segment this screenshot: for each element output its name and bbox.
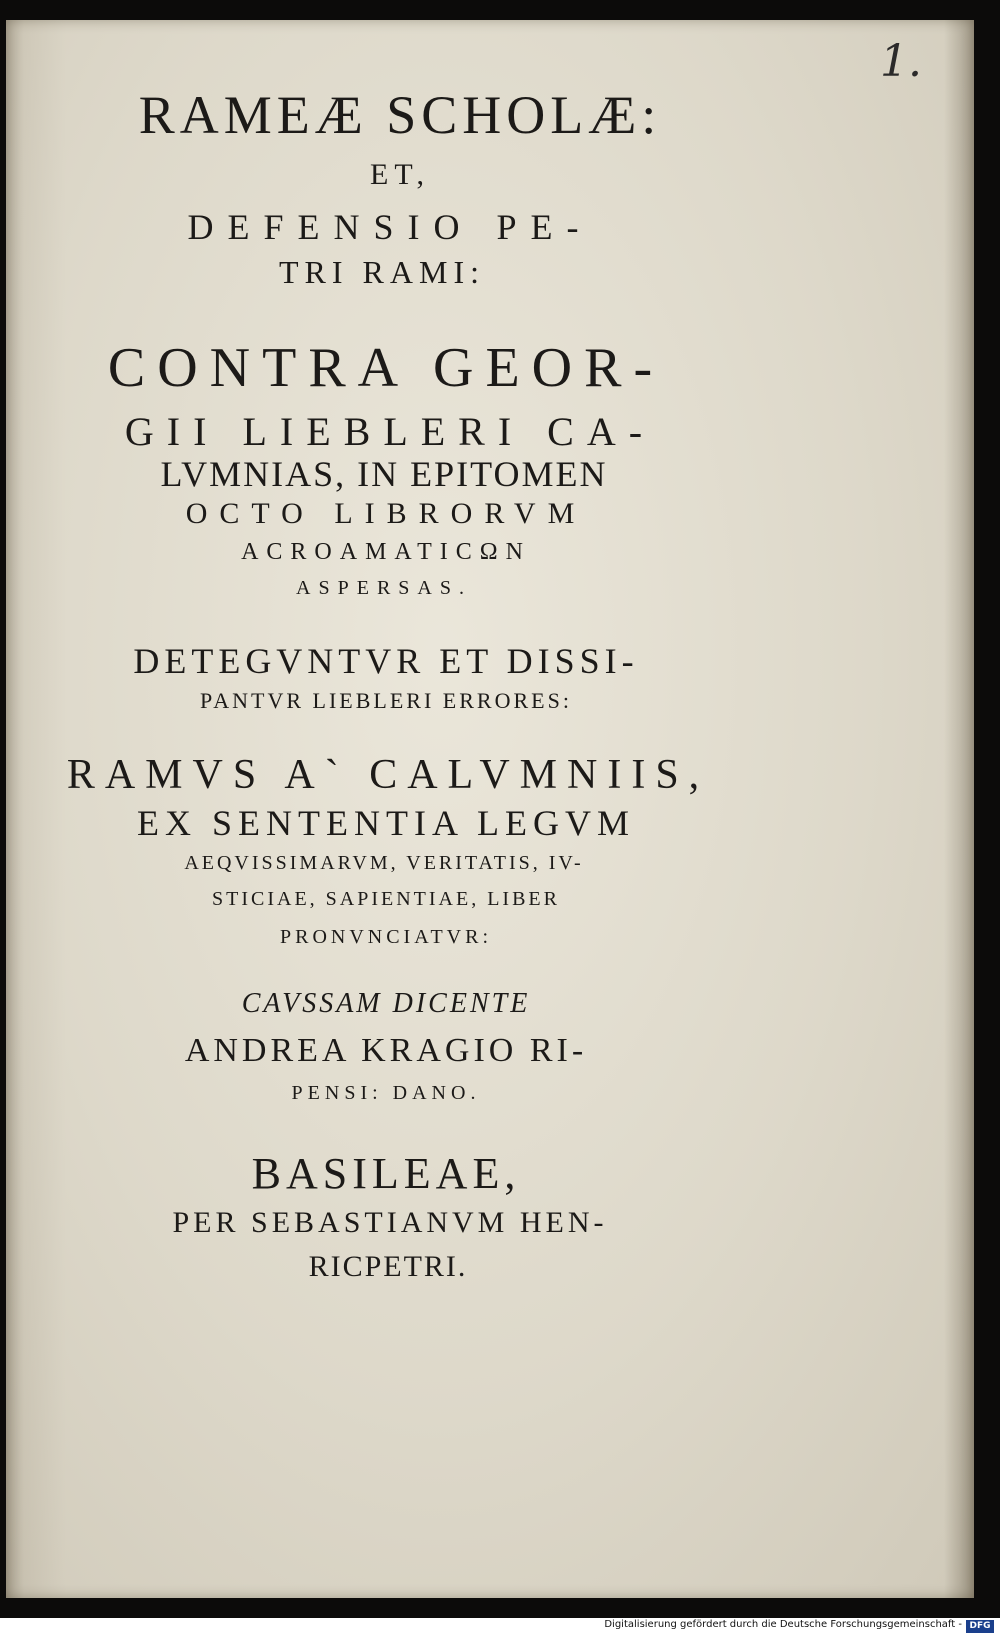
place-line: BASILEAE, xyxy=(251,1149,521,1198)
contra-line-1: CONTRA GEOR- xyxy=(107,337,665,399)
printer-line-1: PER SEBASTIANVM HEN- xyxy=(172,1206,608,1239)
title-line-2: ET, xyxy=(370,158,430,191)
ramvs-line-3: AEQVISSIMARVM, VERITATIS, IV- xyxy=(184,852,584,874)
title-line-3: DEFENSIO PE- xyxy=(187,207,593,247)
detegvntvr-line-2: PANTVR LIEBLERI ERRORES: xyxy=(200,688,572,713)
printer-line-2: RICPETRI. xyxy=(308,1250,468,1283)
contra-line-3: LVMNIAS, IN EPITOMEN xyxy=(160,454,608,494)
author-line-2: PENSI: DANO. xyxy=(291,1082,481,1104)
author-line-1: ANDREA KRAGIO RI- xyxy=(184,1032,588,1069)
ramvs-line-2: EX SENTENTIA LEGVM xyxy=(137,803,635,843)
ramvs-line-4: STICIAE, SAPIENTIAE, LIBER xyxy=(212,888,560,910)
dfg-logo: DFG xyxy=(966,1620,994,1633)
contra-line-2: GII LIEBLERI CA- xyxy=(124,409,656,454)
contra-line-5: ACROAMATICΩN xyxy=(241,539,531,565)
title-line-4: TRI RAMI: xyxy=(279,254,485,290)
cavssam-line: CAVSSAM DICENTE xyxy=(241,988,531,1019)
ramvs-line-5: PRONVNCIATVR: xyxy=(279,926,493,948)
ramvs-line-1: RAMVS A` CALVMNIIS, xyxy=(66,752,710,798)
digitization-credit: Digitalisierung gefördert durch die Deutsche Forschungsgemeinschaft - xyxy=(604,1619,962,1630)
contra-line-6: ASPERSAS. xyxy=(296,577,472,599)
folio-number: 1. xyxy=(880,36,922,87)
contra-line-4: OCTO LIBRORVM xyxy=(185,497,587,530)
detegvntvr-line-1: DETEGVNTVR ET DISSI- xyxy=(133,641,639,681)
title-line-1: RAMEÆ SCHOLÆ: xyxy=(138,85,662,145)
